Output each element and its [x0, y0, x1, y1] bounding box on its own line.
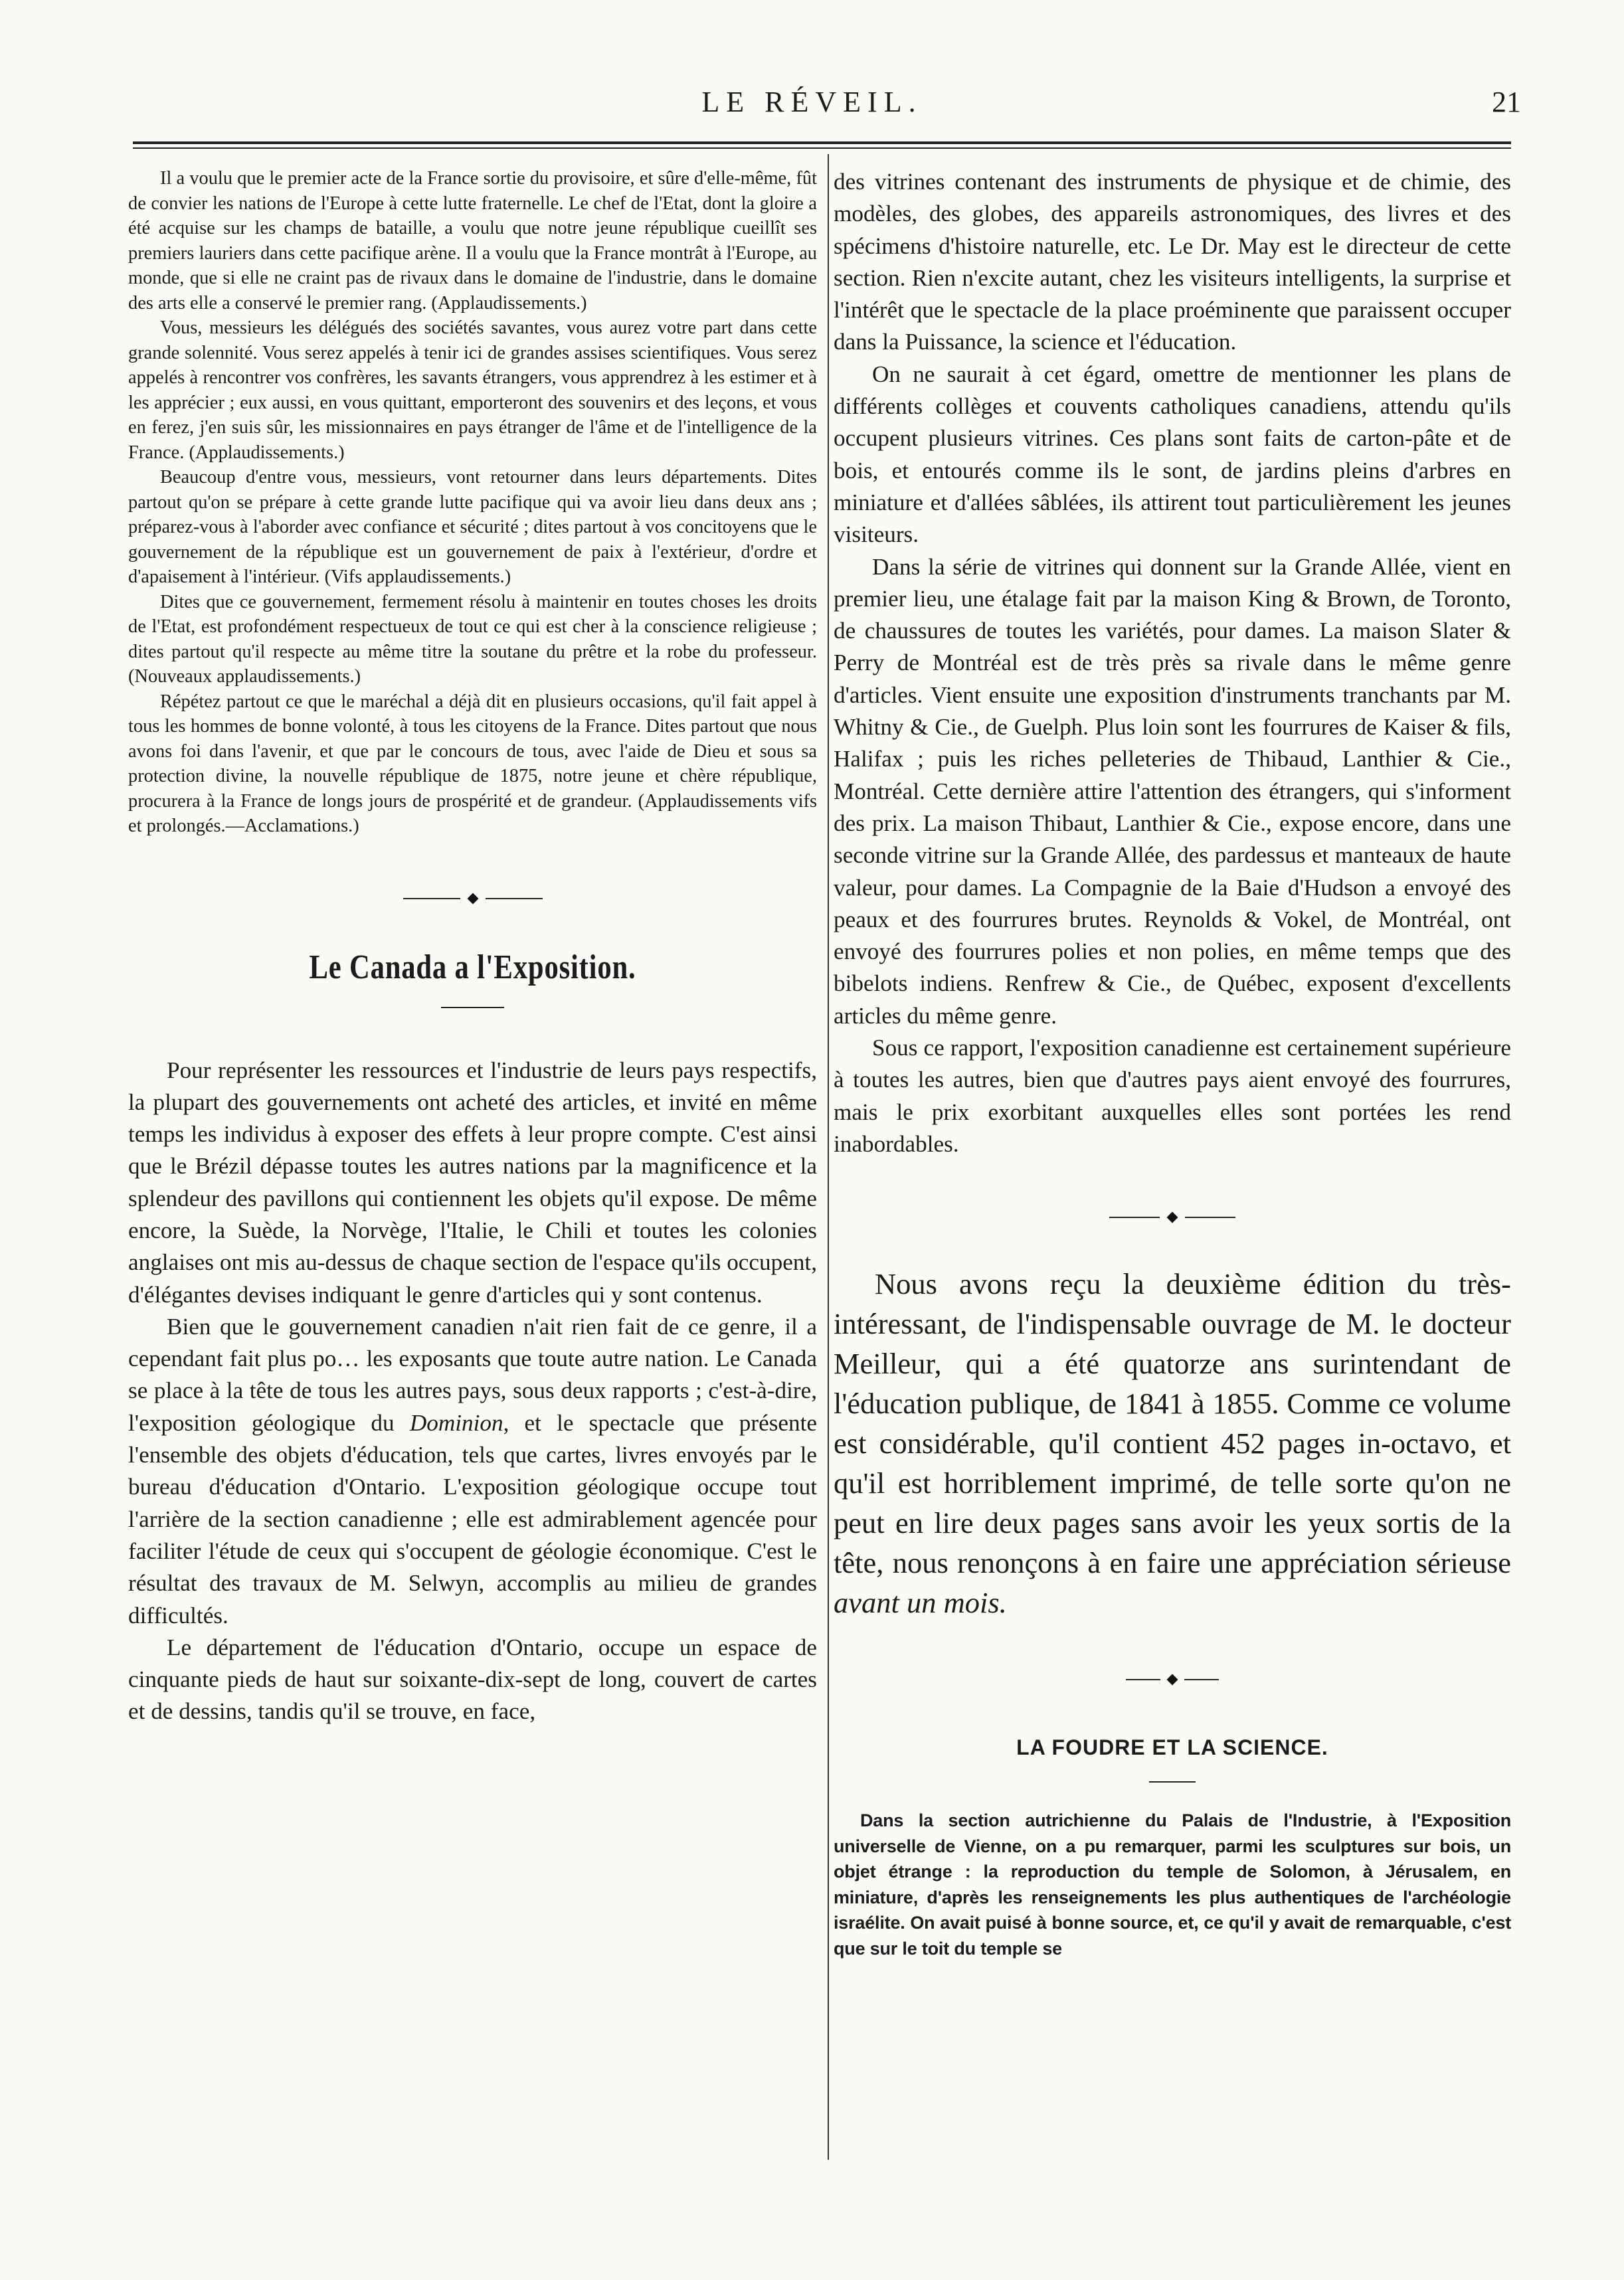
- notice-italic: avant un mois.: [834, 1586, 1007, 1620]
- header-rule-thick: [133, 141, 1511, 144]
- article-paragraph: Dans la série de vitrines qui donnent sur la Grande Allée, vient en premier lieu, une étalage fait par la maison King & Brown, de Toronto, de chaussures de toutes les variétés, pour dames. La maison Slater & Perry de Montréal est de très près sa rivale dans le même genre d'articles. Vient ensuite une exposition d'instruments tranchants par M. Whitny & Cie., de Guelph. Plus loin sont les fourrures de Kaiser & fils, Halifax ; puis les riches pelleteries de Thibaud, Lanthier & Cie., Montréal. Cette dernière attire l'attention des étrangers, qui s'informent des prix. La maison Thibaut, Lanthier & Cie., expose encore, dans une seconde vitrine sur la Grande Allée, des pardessus et manteaux de haute valeur, pour dames. La Compagnie de la Baie d'Hudson a envoyé des peaux et des fourrures brutes. Reynolds & Vokel, de Montréal, ont envoyé des fourrures polies et non polies, en même temps que des bibelots indiens. Renfrew & Cie., de Québec, exposent d'excellents articles du même genre.: [834, 553, 1511, 1029]
- article-paragraph: On ne saurait à cet égard, omettre de mentionner les plans de différents collèges et couvents catholiques canadiens, attendu qu'ils occupent plusieurs vitrines. Ces plans sont faits de carton-pâte et de bois, et entourés comme ils le sont, de jardins pleins d'arbres en miniature et d'allées sâblées, ils attirent tout particulièrement les jeunes visiteurs.: [834, 361, 1511, 548]
- section-paragraph: Dans la section autrichienne du Palais de l'Industrie, à l'Exposition universelle de Vienne, on a pu remarquer, parmi les sculptures sur bois, un objet étrange : la reproduction du temple de Solomon, à Jérusalem, en miniature, d'après les renseignements les plus authentiques de l'archéologie israélite. On avait puisé à bonne source, et, ce qu'il y avait de remarquable, c'est que sur le toit du temple se: [834, 1810, 1511, 1959]
- right-column: [834, 166, 1511, 1961]
- book-notice: [834, 1264, 1511, 1622]
- paragraph-text: Bien que le gouvernement canadien n'ait rien fait de ce genre, il a cependant fait plus po… les exposants que toute autre nation. Le Canada se place à la tête de tous les autres pays, sous deux rapports ; c'est-à-dire, l'exposition géologique du: [128, 1313, 817, 1436]
- article-paragraph: Sous ce rapport, l'exposition canadienne est certainement supérieure à toutes les autres, bien que d'autres pays aient envoyé des fourrures, mais le prix exorbitant auxquelles elles sont portées les rend inabordables.: [834, 1035, 1511, 1157]
- speech-paragraph: Beaucoup d'entre vous, messieurs, vont retourner dans leurs départements. Dites partout qu'on se prépare à cette grande lutte pacifique qui va avoir lieu dans deux ans ; préparez-vous à l'aborder avec confiance et sécurité ; dites partout à vos concitoyens que le gouvernement de la république est un gouvernement de paix à l'extérieur, d'ordre et d'apaisement à l'intérieur. (Vifs applaudissements.): [128, 467, 817, 587]
- header-rule-thin: [133, 147, 1511, 149]
- page-number: 21: [1492, 86, 1521, 118]
- notice-text: Nous avons reçu la deuxième édition du très-intéressant, de l'indispensable ouvrage de M. le docteur Meilleur, qui a été quatorze ans surintendant de l'éducation publique, de 1841 à 1855. Comme ce volume est considérable, qu'il contient 452 pages in-octavo, et qu'il est horriblement imprimé, de telle sorte qu'on ne peut en lire deux pages sans avoir les yeux sortis de la tête, nous renonçons à en faire une appréciation sérieuse: [834, 1267, 1511, 1580]
- speech-paragraph: Répétez partout ce que le maréchal a déjà dit en plusieurs occasions, qu'il fait appel à tous les hommes de bonne volonté, à tous les citoyens de la France. Dites partout que nous avons foi dans l'avenir, et que par le concours de tous, avec l'aide de Dieu et sous sa protection divine, la nouvelle république de 1875, notre jeune et chère république, procurera à la France de longs jours de prospérité et de grandeur. (Applaudissements vifs et prolongés.—Acclamations.): [128, 691, 817, 836]
- article-title: Le Canada a l'Exposition.: [309, 948, 636, 986]
- section-ornament: [1126, 1676, 1219, 1684]
- title-rule: [441, 1007, 504, 1008]
- italic-word: Dominion: [409, 1409, 503, 1436]
- speech-paragraph: Il a voulu que le premier acte de la France sortie du provisoire, et sûre d'elle-même, fût de convier les nations de l'Europe à cette lutte fraternelle. Le chef de l'Etat, dont la gloire a été acquise sur les champs de bataille, a voulu que notre jeune république cueillît ses premiers lauriers dans cette pacifique arène. Il a voulu que la France montrât à l'Europe, au monde, que si elle ne craint pas de rivaux dans le domaine de l'industrie, dans le domaine des arts elle a conservé le premier rang. (Applaudissements.): [128, 168, 817, 313]
- section-body: [834, 1808, 1511, 1961]
- article-paragraph: Pour représenter les ressources et l'industrie de leurs pays respectifs, la plupart des gouvernements ont acheté des articles, et invité en même temps les individus à exposer des effets à leur propre compte. C'est ainsi que le Brézil dépasse toutes les autres nations par la magnificence et la splendeur des pavillons qui contiennent les objets qu'il expose. De même encore, la Suède, la Norvège, l'Italie, le Chili et toutes les colonies anglaises ont mis au-dessus de chaque section de l'espace qu'ils occupent, d'élégantes devises indiquant le genre d'articles qui y sont contenus.: [128, 1057, 817, 1308]
- left-column: [128, 166, 817, 1728]
- paragraph-text: , et le spectacle que présente l'ensemble des objets d'éducation, tels que cartes, livres envoyés par le bureau d'éducation d'Ontario. L'exposition géologique occupe tout l'arrière de la section canadienne ; elle est admirablement agencée pour faciliter l'étude de ceux qui s'occupent de géologie économique. C'est le résultat des travaux de M. Selwyn, accomplis au milieu de grandes difficultés.: [128, 1409, 817, 1628]
- article-paragraph: [128, 1311, 817, 1632]
- article-paragraph: Le département de l'éducation d'Ontario, occupe un espace de cinquante pieds de haut sur soixante-dix-sept de long, couvert de cartes et de dessins, tandis qu'il se trouve, en face,: [128, 1634, 817, 1725]
- speech-paragraph: Vous, messieurs les délégués des sociétés savantes, vous aurez votre part dans cette grande solennité. Vous serez appelés à tenir ici de grandes assises scientifiques. Vous serez appelés à rencontrer vos confrères, les savants étrangers, vous apprendrez à les estimer et à les apprécier ; eux aussi, en vous quittant, emporteront des souvenirs et des leçons, et vous en ferez, j'en suis sûr, les missionnaires en pays étranger de l'âme et de l'intelligence de la France. (Applaudissements.): [128, 317, 817, 463]
- section-heading: LA FOUDRE ET LA SCIENCE.: [1016, 1735, 1328, 1760]
- article-continuation: [834, 166, 1511, 1160]
- speech-paragraph: Dites que ce gouvernement, fermement résolu à maintenir en toutes choses les droits de l'Etat, est profondément respectueux de tout ce qui est cher à la conscience religieuse ; dites partout qu'il respecte au même titre la soutane du prêtre et la robe du professeur. (Nouveaux applaudissements.): [128, 591, 817, 687]
- title-rule: [1149, 1781, 1196, 1783]
- notice-paragraph: [834, 1264, 1511, 1622]
- speech-excerpt: [128, 166, 817, 839]
- column-divider: [828, 154, 829, 2160]
- article-body: [128, 1055, 817, 1728]
- running-head: [0, 85, 1624, 125]
- section-ornament: [403, 895, 543, 903]
- publication-title: LE RÉVEIL.: [701, 86, 923, 118]
- section-ornament: [1109, 1213, 1235, 1221]
- article-paragraph: des vitrines contenant des instruments de physique et de chimie, des modèles, des globes, des appareils astronomiques, des livres et des spécimens d'histoire naturelle, etc. Le Dr. May est le directeur de cette section. Rien n'excite autant, chez les visiteurs intelligents, la surprise et l'intérêt que le spectacle de la place proéminente que paraissent occuper dans la Puissance, la science et l'éducation.: [834, 169, 1511, 355]
